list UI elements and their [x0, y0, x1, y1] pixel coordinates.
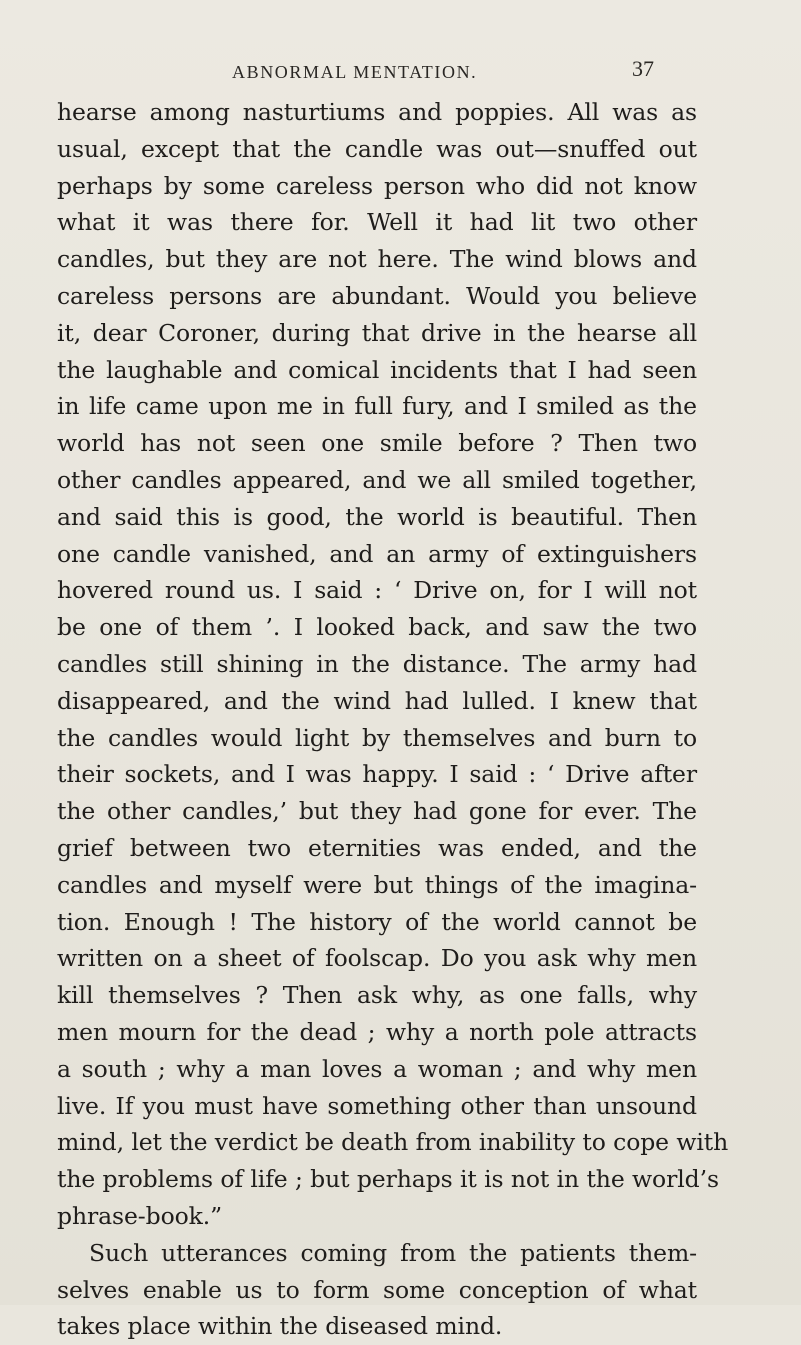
text-line: perhaps by some careless person who did not know: [57, 171, 697, 200]
text-line: other candles appeared, and we all smiled together,: [57, 465, 697, 494]
text-line: one candle vanished, and an army of extinguishers: [57, 539, 697, 568]
text-line: tion. Enough ! The history of the world cannot be: [57, 907, 697, 936]
text-line: disappeared, and the wind had lulled. I knew that: [57, 686, 697, 715]
text-line: usual, except that the candle was out—snuffed out: [57, 134, 697, 163]
text-line: in life came upon me in full fury, and I smiled as the: [57, 392, 697, 421]
text-line: candles still shining in the distance. The army had: [57, 649, 697, 678]
text-line: it, dear Coroner, during that drive in the hearse all: [57, 318, 697, 347]
running-title: ABNORMAL MENTATION.: [232, 62, 478, 82]
text-line: be one of them ’. I looked back, and saw the two: [57, 613, 697, 642]
text-line: a south ; why a man loves a woman ; and why men: [57, 1054, 697, 1083]
text-line: takes place within the diseased mind.: [57, 1312, 503, 1341]
body-text: [57, 94, 729, 1345]
text-line: hearse among nasturtiums and poppies. All was as: [57, 98, 697, 126]
text-line: grief between two eternities was ended, and the: [57, 833, 697, 862]
text-line: the other candles,’ but they had gone for ever. The: [57, 797, 697, 826]
text-line: candles and myself were but things of the imagina-: [57, 870, 697, 899]
text-line: Such utterances coming from the patients them-: [89, 1238, 697, 1267]
text-line: and said this is good, the world is beautiful. Then: [57, 502, 697, 531]
text-line: kill themselves ? Then ask why, as one falls, why: [57, 981, 697, 1010]
page-number: 37: [632, 56, 654, 81]
text-line: candles, but they are not here. The wind blows and: [57, 245, 697, 274]
text-line: mind, let the verdict be death from inability to cope with: [57, 1128, 729, 1157]
text-line: the candles would light by themselves and burn to: [57, 723, 697, 752]
text-line: phrase-book.”: [57, 1201, 223, 1230]
text-line: the laughable and comical incidents that I had seen: [57, 355, 697, 384]
text-line: their sockets, and I was happy. I said : ‘ Drive after: [57, 760, 697, 789]
text-line: what it was there for. Well it had lit two other: [57, 208, 697, 237]
text-line: careless persons are abundant. Would you believe: [57, 281, 697, 310]
text-line: hovered round us. I said : ‘ Drive on, for I will not: [57, 576, 697, 605]
text-line: world has not seen one smile before ? Then two: [57, 429, 697, 458]
text-line: live. If you must have something other than unsound: [57, 1091, 697, 1120]
text-line: written on a sheet of foolscap. Do you ask why men: [57, 944, 697, 973]
text-line: selves enable us to form some conception of what: [57, 1275, 697, 1304]
text-line: men mourn for the dead ; why a north pole attracts: [57, 1017, 697, 1046]
text-line: the problems of life ; but perhaps it is not in the world’s: [57, 1165, 719, 1194]
